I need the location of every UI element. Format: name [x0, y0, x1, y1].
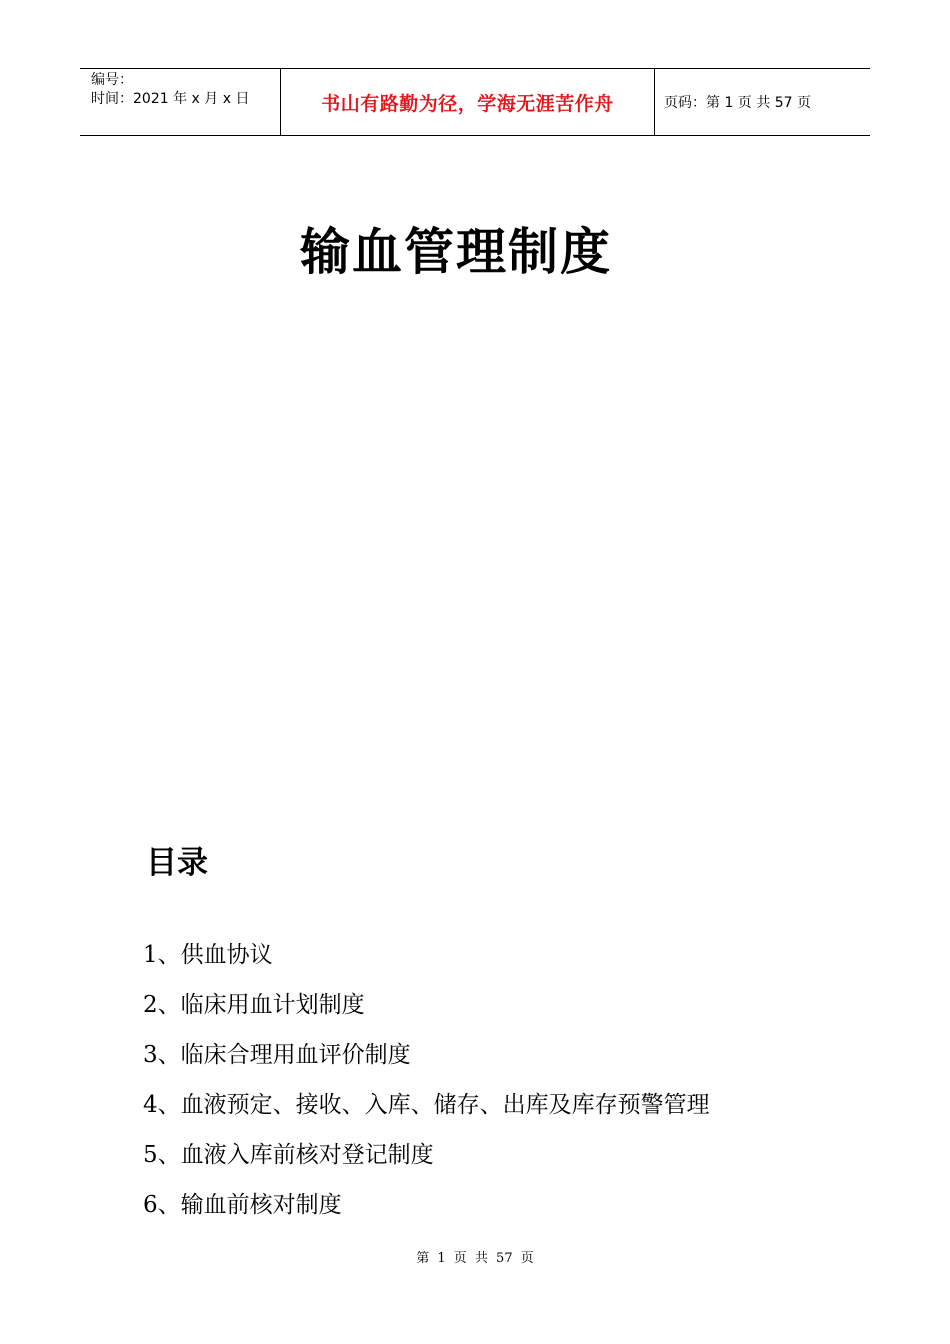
toc-item: 1、供血协议 — [143, 942, 273, 968]
toc-list — [143, 936, 710, 1236]
header-motto-cell — [281, 69, 655, 135]
toc-item: 4、血液预定、接收、入库、储存、出库及库存预警管理 — [143, 1092, 710, 1118]
header-motto: 书山有路勤为径，学海无涯苦作舟 — [321, 92, 614, 115]
page-header — [80, 68, 870, 136]
toc-item: 5、血液入库前核对登记制度 — [143, 1142, 434, 1168]
toc-item: 6、输血前核对制度 — [143, 1192, 342, 1218]
header-meta-cell — [80, 69, 281, 135]
toc-item: 2、临床用血计划制度 — [143, 992, 365, 1018]
toc-item: 3、临床合理用血评价制度 — [143, 1042, 411, 1068]
page-footer: 第 1 页 共 57 页 — [416, 1251, 534, 1266]
document-title: 输血管理制度 — [300, 222, 612, 281]
header-page-number: 页码：第 1 页 共 57 页 — [664, 95, 811, 111]
toc-heading: 目录 — [146, 845, 208, 881]
header-page-cell — [655, 69, 870, 135]
serial-number-label: 编号： — [91, 72, 133, 88]
date-label: 时间：2021 年 x 月 x 日 — [91, 91, 250, 107]
